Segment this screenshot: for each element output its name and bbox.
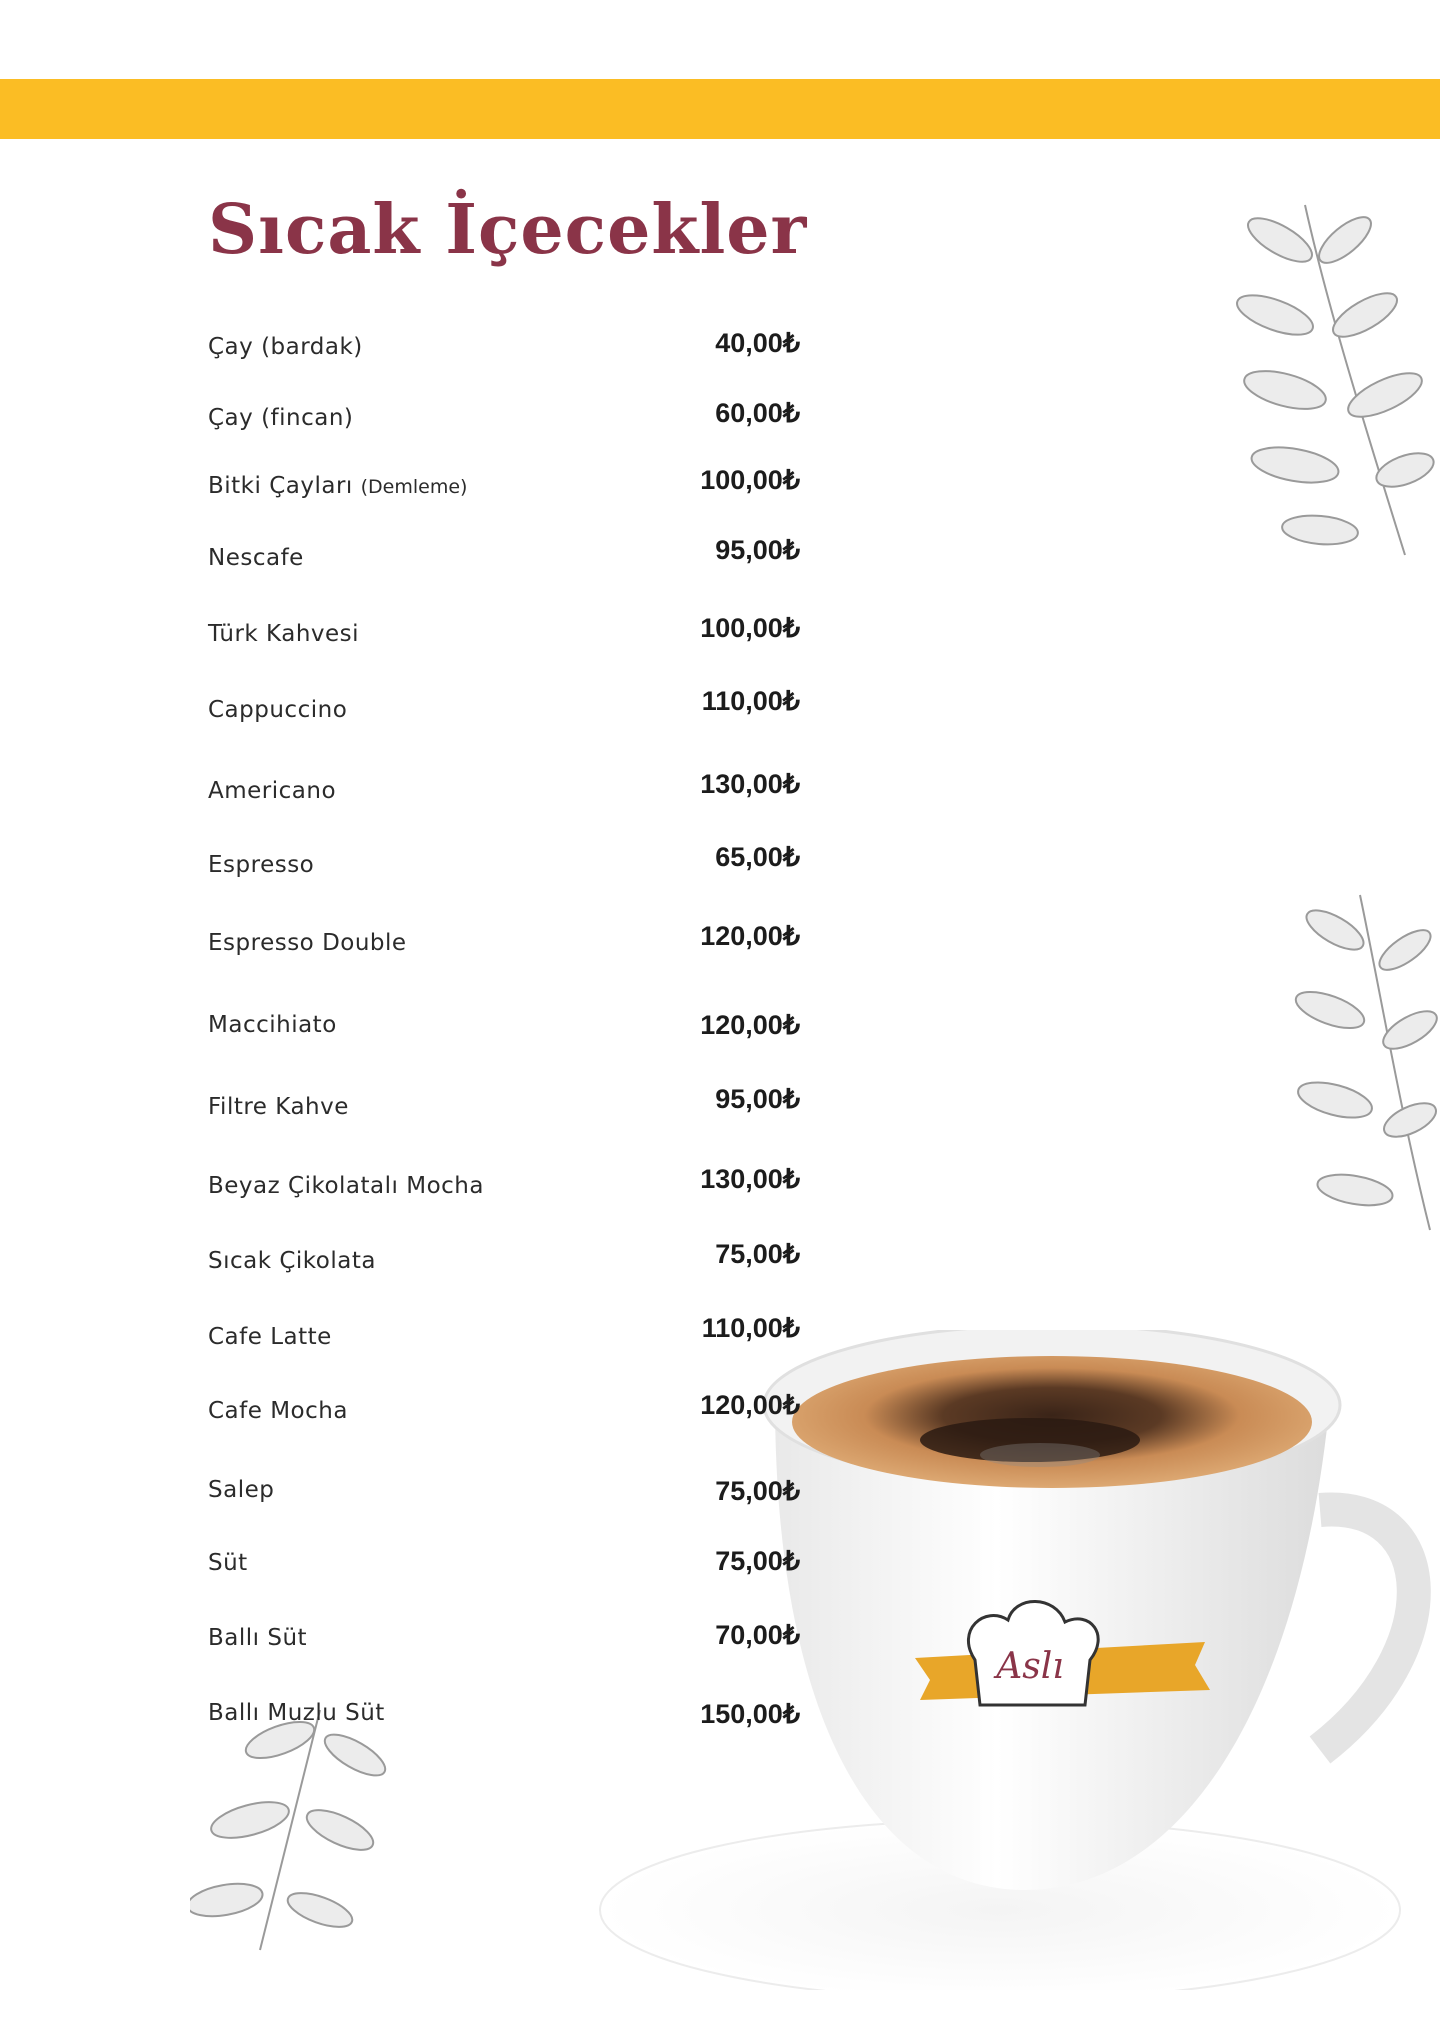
menu-item — [0, 1391, 820, 1441]
menu-item-name-text: Sıcak Çikolata — [208, 1248, 376, 1274]
menu-item-price: 75,00₺ — [715, 1239, 800, 1269]
menu-item-price: 110,00₺ — [701, 1313, 800, 1343]
menu-item-price: 75,00₺ — [715, 1476, 800, 1506]
menu-item — [0, 1005, 820, 1055]
menu-item-subtitle: (Demleme) — [360, 476, 468, 498]
menu-item — [0, 535, 820, 588]
logo-text: Aslı — [996, 1646, 1064, 1687]
menu-item-name-text: Cappuccino — [208, 697, 348, 723]
menu-item — [0, 842, 820, 895]
menu-item-name — [208, 538, 304, 578]
leaf-illustration-top-right — [1235, 195, 1440, 565]
menu-item-name-text: Americano — [208, 778, 337, 804]
menu-item-price: 120,00₺ — [700, 1390, 800, 1420]
menu-item — [0, 1084, 820, 1137]
menu-item-name — [208, 1693, 385, 1733]
menu-item-price: 100,00₺ — [700, 613, 800, 643]
menu-item-name — [208, 614, 359, 654]
menu-item-name-text: Türk Kahvesi — [208, 621, 360, 647]
menu-item-name — [208, 327, 363, 367]
menu-item-price: 150,00₺ — [700, 1699, 800, 1729]
menu-item-price: 60,00₺ — [715, 398, 800, 428]
menu-item — [0, 1693, 820, 1743]
menu-item-price: 100,00₺ — [700, 465, 800, 495]
menu-item-name — [208, 398, 353, 438]
menu-item-name-text: Süt — [208, 1550, 248, 1576]
menu-item — [0, 686, 820, 740]
menu-item-name — [208, 690, 347, 730]
menu-item — [0, 923, 820, 973]
menu-item-name-text: Maccihiato — [208, 1012, 337, 1038]
menu-item-name-text: Çay (fincan) — [208, 405, 354, 431]
menu-item-price: 110,00₺ — [701, 686, 800, 716]
menu-item-name-text: Cafe Mocha — [208, 1398, 348, 1424]
menu-item-name-text: Beyaz Çikolatalı Mocha — [208, 1173, 484, 1199]
menu-item-name — [208, 845, 314, 885]
menu-item — [0, 1166, 820, 1216]
menu-item — [0, 614, 820, 664]
menu-item-name — [208, 1543, 248, 1583]
menu-item-price: 120,00₺ — [700, 921, 800, 951]
menu-item-price: 70,00₺ — [715, 1620, 800, 1650]
menu-item-name — [208, 466, 467, 507]
menu-item-name-text: Ballı Süt — [208, 1625, 308, 1651]
top-color-band — [0, 79, 1440, 139]
menu-item-price: 95,00₺ — [715, 535, 800, 565]
menu-item — [0, 1543, 820, 1593]
menu-item-name-text: Salep — [208, 1477, 275, 1503]
menu-item-price: 95,00₺ — [715, 1084, 800, 1114]
leaf-illustration-mid-right — [1290, 890, 1440, 1240]
menu-item-name — [208, 1241, 376, 1281]
menu-item-name — [208, 1618, 307, 1658]
menu-item-name — [208, 771, 336, 811]
menu-item — [0, 771, 820, 821]
menu-item-price: 75,00₺ — [715, 1546, 800, 1576]
menu-item-name — [208, 1391, 348, 1431]
menu-item — [0, 398, 820, 448]
menu-item — [0, 1618, 820, 1668]
menu-item — [0, 466, 820, 516]
menu-item-name-text: Nescafe — [208, 545, 304, 571]
menu-item-name-text: Filtre Kahve — [208, 1094, 349, 1120]
menu-item-price: 130,00₺ — [700, 1164, 800, 1194]
menu-item-name-text: Espresso — [208, 852, 315, 878]
menu-item-name — [208, 1005, 337, 1045]
menu-item-name-text: Cafe Latte — [208, 1324, 332, 1350]
page-title: Sıcak İçecekler — [208, 190, 808, 270]
menu-item-name — [208, 1317, 332, 1357]
menu-item-price: 130,00₺ — [700, 769, 800, 799]
menu-item-name-text: Bitki Çayları — [208, 473, 353, 499]
menu-item-name — [208, 1470, 274, 1510]
menu-item — [0, 327, 820, 377]
menu-item-price: 65,00₺ — [715, 842, 800, 872]
menu-item-name-text: Espresso Double — [208, 930, 407, 956]
menu-item — [0, 1470, 820, 1520]
menu-item — [0, 1313, 820, 1367]
menu-item-name-text: Ballı Muzlu Süt — [208, 1700, 385, 1726]
menu-item-name — [208, 1087, 349, 1127]
menu-item-name-text: Çay (bardak) — [208, 334, 363, 360]
menu-item — [0, 1241, 820, 1291]
menu-item-name — [208, 923, 407, 963]
menu-item-price: 40,00₺ — [715, 328, 800, 358]
menu-item-name — [208, 1166, 484, 1206]
menu-item-price: 120,00₺ — [700, 1010, 800, 1040]
